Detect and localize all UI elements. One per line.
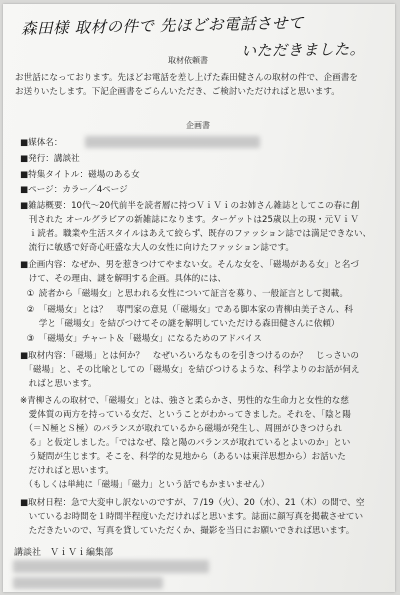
redacted-publication-name [85,136,260,148]
field-publisher: ■発行：講談社 [20,154,80,164]
item-text: 「磁場女」チャート＆「磁場女」になるためのアドバイス [38,334,262,344]
item-text: 「磁場女」とは？ 専門家の意見（「磁場女」である脚本家の青柳由美子さん、科 [38,305,353,315]
note-line: （もしくは単純に「磁場」「磁力」という話でもかまいません） [20,480,270,490]
handwritten-note-line-2: いただきました。 [240,39,366,61]
item-text: 読者から「磁場女」と思われる女性について証言を募り、一般証言として掲載。 [38,289,348,299]
document-heading: 取材依頼書 [168,56,208,65]
item-marker: ① [26,289,35,299]
note-line: う疑問が生じます。そこを、科学的な見地から（あるいは東洋思想から）お話いた [20,452,346,462]
overview-line: ■雑誌概要：10代〜20代前半を読者層に持つＶｉＶｉのお姉さん雑誌としてこの春に創 [20,201,360,211]
note-line: だければと思います。 [20,466,114,476]
interview-line: ればと思います。 [20,379,97,389]
item-marker: ② [26,305,35,315]
document-page [3,4,395,592]
overview-line: 刊された オールグラビアの新雑誌になります。ターゲットは25歳以上の現・元ＶｉＶ [20,215,359,225]
note-line: ※青柳さんの取材で、「磁場女」とは、強さと柔らかさ、男性的な生命力と女性的な慈 [20,396,349,406]
plan-line: けて、その理由、謎を解明する企画。具体的には、 [20,274,227,284]
plan-item [25,334,262,345]
handwritten-note-line-1: 森田様 取材の件で 先ほどお電話させて [20,14,305,38]
overview-line: ｉ読者。職業や生活スタイルはあえて絞らず、既存のファッション誌では満足できない、 [20,229,372,239]
redacted-contact-line-2 [13,577,163,589]
plan-item [25,305,353,316]
signature: 講談社 ＶｉＶｉ編集部 [14,548,114,558]
plan-heading: 企画書 [186,121,210,130]
interview-line: ■取材内容：「磁場」とは何か？ なぜいろいろなものを引きつけるのか？ じっさいの [20,351,359,361]
schedule-line: ただきたいので、写真を貸していただくか、撮影を当日にお願いできれば思います。 [20,526,355,536]
schedule-line: ■取材日程：急で大変申し訳ないのですが、７/19（火）、20（水）、21（木）の間で、空 [20,498,365,508]
interview-line: 「磁場」と、その比喩としての「磁場女」を結びつけるような、科学よりのお話が伺え [20,365,360,375]
schedule-line: いているお時間を１時間半程度いただければと思います。誌面に顔写真を掲載させてい [20,512,364,522]
field-feature-title: ■特集タイトル：磁場のある女 [20,170,140,180]
field-publication-name: ■媒体名： [20,138,63,148]
item-text: 学と「磁場女」を結びつけてその謎を解明していただける森田健さんに依頼） [38,319,340,329]
plan-item [25,289,348,300]
note-line: （＝Ｎ極とＳ極）のバランスが取れているから磁場が発生し、周囲がひきつけられ [20,424,343,434]
note-line: る」と仮定しました。「ではなぜ、陰と陽のバランスが取れているとよいのか」とい [20,438,351,448]
item-marker: ③ [26,334,35,344]
intro-line-1: お世話になっております。先ほどお電話を差し上げた森田健さんの取材の件で、企画書を [15,73,358,83]
redacted-contact-line-1 [13,560,209,573]
note-line: 愛体質の両方を持っている女だ、ということがわかってきました。それを、「陰と陽 [20,410,351,420]
field-pages: ■ページ：カラー／4ページ [20,185,128,195]
intro-line-2: お送りいたします。下記企画書をごらんいただき、ご検討いただければと思います。 [15,87,340,97]
overview-line: 流行に敏感で好奇心旺盛な大人の女性に向けたファッション誌です。 [20,243,294,253]
plan-item [25,319,340,330]
plan-line: ■企画内容：なぜか、男を惹きつけてやまない女。そんな女を、「磁場がある女」と名づ [20,260,359,270]
